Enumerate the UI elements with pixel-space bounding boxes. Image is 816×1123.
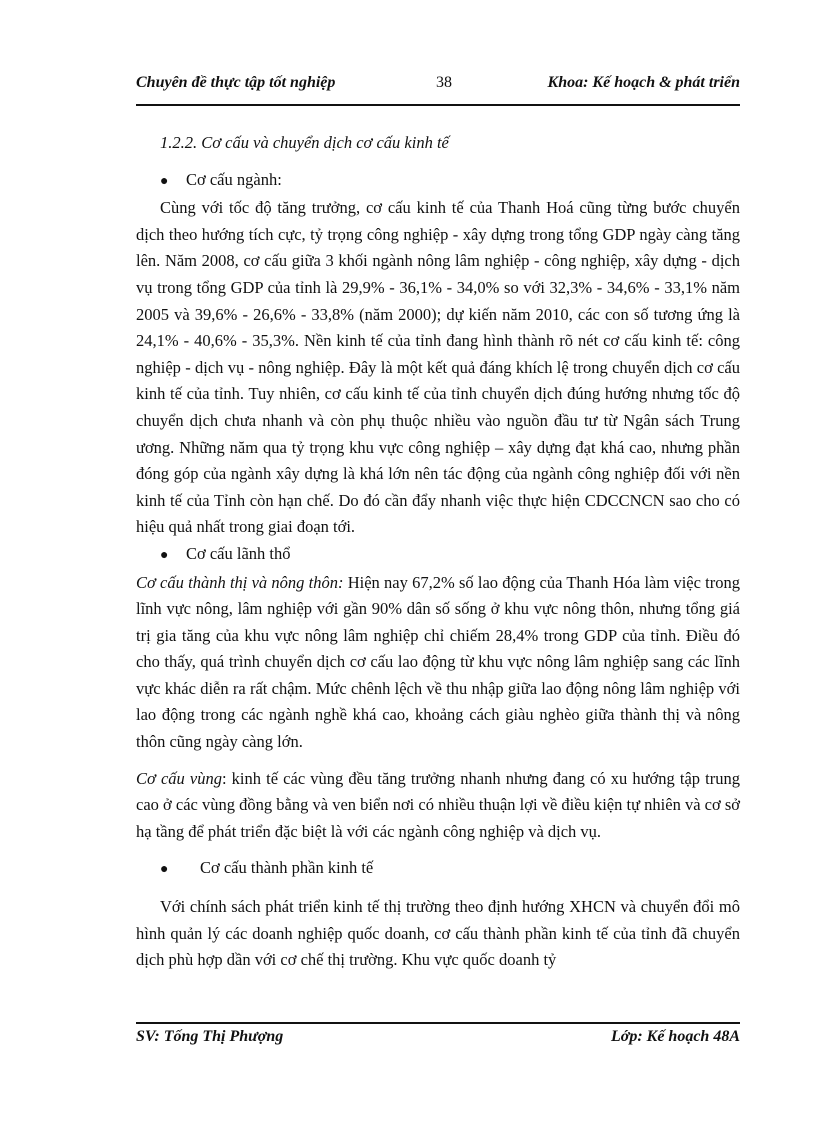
page-footer: [136, 1028, 740, 1052]
bullet-item-sector: [136, 167, 740, 196]
paragraph-lead: Cơ cấu vùng: [136, 768, 222, 788]
section-heading: 1.2.2. Cơ cấu và chuyển dịch cơ cấu kinh tế: [160, 133, 449, 152]
header-rule: [136, 104, 740, 106]
paragraph-regional: [136, 766, 740, 846]
bullet-label: Cơ cấu thành phần kinh tế: [200, 858, 374, 878]
bullet-icon: ●: [160, 547, 169, 563]
bullet-icon: ●: [160, 173, 169, 189]
bullet-label: Cơ cấu lãnh thổ: [186, 543, 291, 563]
footer-student: SV: Tống Thị Phượng: [136, 1028, 284, 1045]
bullet-item-ownership: [136, 855, 740, 884]
page-number: 38: [436, 74, 452, 91]
paragraph-lead: Cơ cấu thành thị và nông thôn:: [136, 572, 344, 592]
header-document-title: Chuyên đề thực tập tốt nghiệp: [136, 74, 336, 91]
paragraph-urban-rural: [136, 570, 740, 756]
footer-rule: [136, 1022, 740, 1024]
bullet-label: Cơ cấu ngành:: [186, 169, 282, 189]
page-header: [136, 74, 740, 98]
paragraph-ownership-structure: Với chính sách phát triển kinh tế thị trường theo định hướng XHCN và chuyển đổi mô hình quản lý các doanh nghiệp quốc doanh, cơ cấu thành phần kinh tế của tỉnh đã chuyển dịch phù hợp dần với cơ chế thị trường. Khu vực quốc doanh tỷ: [136, 897, 740, 970]
paragraph-text: : kinh tế các vùng đều tăng trưởng nhanh nhưng đang có xu hướng tập trung cao ở các vùng đồng bằng và ven biển nơi có nhiều thuận lợi về điều kiện tự nhiên và cơ sở hạ tầng để phát triển đặc biệt là với các ngành công nghiệp và dịch vụ.: [136, 768, 740, 841]
page-body: [136, 130, 740, 974]
paragraph-text: Hiện nay 67,2% số lao động của Thanh Hóa làm việc trong lĩnh vực nông, lâm nghiệp với gần 90% dân số sống ở khu vực nông thôn, nhưng tổng giá trị gia tăng của khu vực nông lâm nghiệp chỉ chiếm 28,4% trong GDP của tỉnh. Điều đó cho thấy, quá trình chuyển dịch cơ cấu lao động từ khu vực nông lâm nghiệp sang các lĩnh vực khác diễn ra rất chậm. Mức chênh lệch về thu nhập giữa lao động nông lâm nghiệp với lao động trong các ngành nghề khá cao, khoảng cách giàu nghèo giữa thành thị và nông thôn cũng ngày càng lớn.: [136, 572, 740, 752]
footer-class: Lớp: Kế hoạch 48A: [610, 1028, 740, 1045]
bullet-item-territory: [136, 541, 740, 570]
bullet-icon: ●: [160, 862, 169, 878]
paragraph-sector-structure: Cùng với tốc độ tăng trưởng, cơ cấu kinh tế của Thanh Hoá cũng từng bước chuyển dịch theo hướng tích cực, tỷ trọng công nghiệp - xây dựng trong tổng GDP ngày càng tăng lên. Năm 2008, cơ cấu giữa 3 khối ngành nông lâm nghiệp - công nghiệp, xây dựng - dịch vụ trong tổng GDP của tỉnh là 29,9% - 36,1% - 34,0% so với 32,3% - 34,6% - 33,1% năm 2005 và 39,6% - 26,6% - 33,8% (năm 2000); dự kiến năm 2010, các con số tương ứng là 24,1% - 40,6% - 35,3%. Nền kinh tế của tỉnh đang hình thành rõ nét cơ cấu kinh tế: công nghiệp - dịch vụ - nông nghiệp. Đây là một kết quả đáng khích lệ trong chuyển dịch cơ cấu kinh tế của tỉnh. Tuy nhiên, cơ cấu kinh tế của tỉnh chuyển dịch đúng hướng nhưng tốc độ chuyển dịch chưa nhanh và còn phụ thuộc nhiều vào nguồn đầu tư từ Ngân sách Trung ương. Những năm qua tỷ trọng khu vực công nghiệp – xây dựng đạt khá cao, nhưng phần đóng góp của ngành xây dựng là khá lớn nên tác động của ngành công nghiệp đối với nền kinh tế của Tỉnh còn hạn chế. Do đó cần đẩy nhanh việc thực hiện CDCCNCN sao cho có hiệu quả nhất trong giai đoạn tới.: [136, 198, 740, 537]
header-department: Khoa: Kế hoạch & phát triển: [547, 74, 740, 91]
